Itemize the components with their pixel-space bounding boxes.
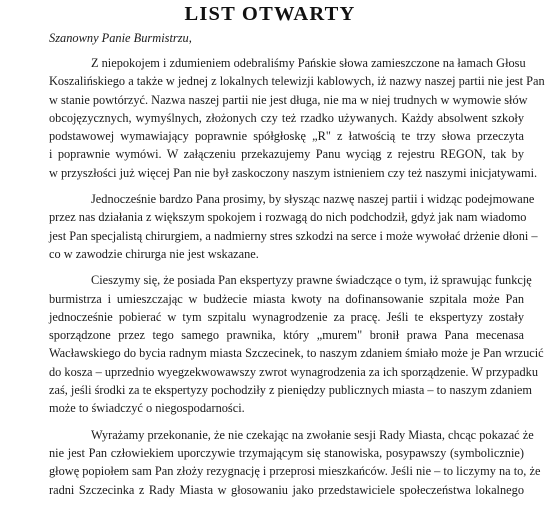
paragraph-line: podstawowej wymawiający poprawnie spółgłoskę „R" z łatwością te trzy słowa przeczyta [49, 129, 524, 144]
letter-title: LIST OTWARTY [184, 3, 356, 25]
paragraph-line: głowę popiołem sam Pan złoży rezygnację i przeprosi mieszkańców. Jeśli nie – to liczymy na to, że [49, 464, 541, 479]
paragraph-line: Z niepokojem i zdumieniem odebraliśmy Pańskie słowa zamieszczone na łamach Głosu [91, 56, 526, 70]
letter-salutation: Szanowny Panie Burmistrzu, [49, 31, 192, 45]
paragraph-line: Jednocześnie bardzo Pana prosimy, by słysząc nazwę naszej partii i widząc podejmowane [91, 192, 535, 207]
paragraph-line: Cieszymy się, że posiada Pan ekspertyzy prawne świadczące o tym, iż sprawując funkcję [91, 273, 532, 288]
paragraph-line: radni Szczecinka z Rady Miasta w głosowaniu jako przedstawiciele społeczeństwa lokalnego [49, 482, 524, 497]
letter-paragraph [49, 190, 538, 263]
paragraph-line: w przyszłości już więcej Pan nie był zaskoczony naszym istnieniem czy też naszymi inicjatywami. [49, 165, 538, 180]
paragraph-line: i poprawnie wymówi. W załączeniu przekazujemy Panu wyciąg z rejestru REGON, tak by [49, 147, 524, 162]
paragraph-line: Wacławskiego do bycia radnym miasta Szczecinek, to naszym zdaniem śmiało może je Pan wrzucić [49, 346, 544, 361]
paragraph-line: Koszalińskiego a także w jednej z lokalnych telewizji kablowych, iż nazwy naszej partii nie jest Pan [49, 74, 545, 89]
letter-body [49, 54, 545, 507]
paragraph-line: przez nas działania z większym spokojem i rozwagą do nich podchodził, gdyż jak nam wiadomo [49, 210, 527, 225]
paragraph-line: zaś, jeśli środki za te ekspertyzy pochodziły z pieniędzy publicznych miasta – to naszym zdaniem [49, 383, 532, 398]
letter-paragraph [49, 54, 545, 182]
paragraph-line: obcojęzycznych, wymyślnych, złożonych czy też rzadko używanych. Każdy absolwent szkoły [49, 110, 524, 125]
paragraph-line: sporządzone przez tego samego prawnika, który „murem" bronił prawa Pana mecenasa [49, 328, 524, 343]
paragraph-line: co w zawodzie chirurga nie jest wskazane. [49, 246, 259, 261]
letter-paragraph [49, 271, 544, 417]
paragraph-line: jest Pan specjalistą chirurgiem, a nadmierny stres szkodzi na serce i może wywołać drżenie dłoni – [49, 228, 538, 243]
paragraph-line: w stanie powtórzyć. Nazwa naszej partii nie jest długa, nie ma w niej trudnych w wymowie słów [49, 92, 528, 107]
paragraph-line: burmistrza i umieszczając w budżecie miasta kwoty na dofinansowanie szpitala może Pan [49, 291, 524, 306]
paragraph-line: może to świadczyć o niegospodarności. [49, 401, 245, 416]
paragraph-line: do kosza – uprzednio wyegzekwowawszy zwrot wynagrodzenia za ich sporządzenie. W przypadku [49, 364, 538, 379]
paragraph-line: nie jest Pan człowiekiem uporczywie trzymającym się stanowiska, posypawszy (symbolicznie) [49, 445, 524, 460]
paragraph-line: jednocześnie pobierać w tym szpitalu wynagrodzenie za pracę. Jeśli te ekspertyzy zostały [49, 309, 524, 324]
paragraph-line: Wyrażamy przekonanie, że nie czekając na zwołanie sesji Rady Miasta, chcąc pokazać że [91, 427, 534, 442]
letter-paragraph [49, 426, 541, 499]
